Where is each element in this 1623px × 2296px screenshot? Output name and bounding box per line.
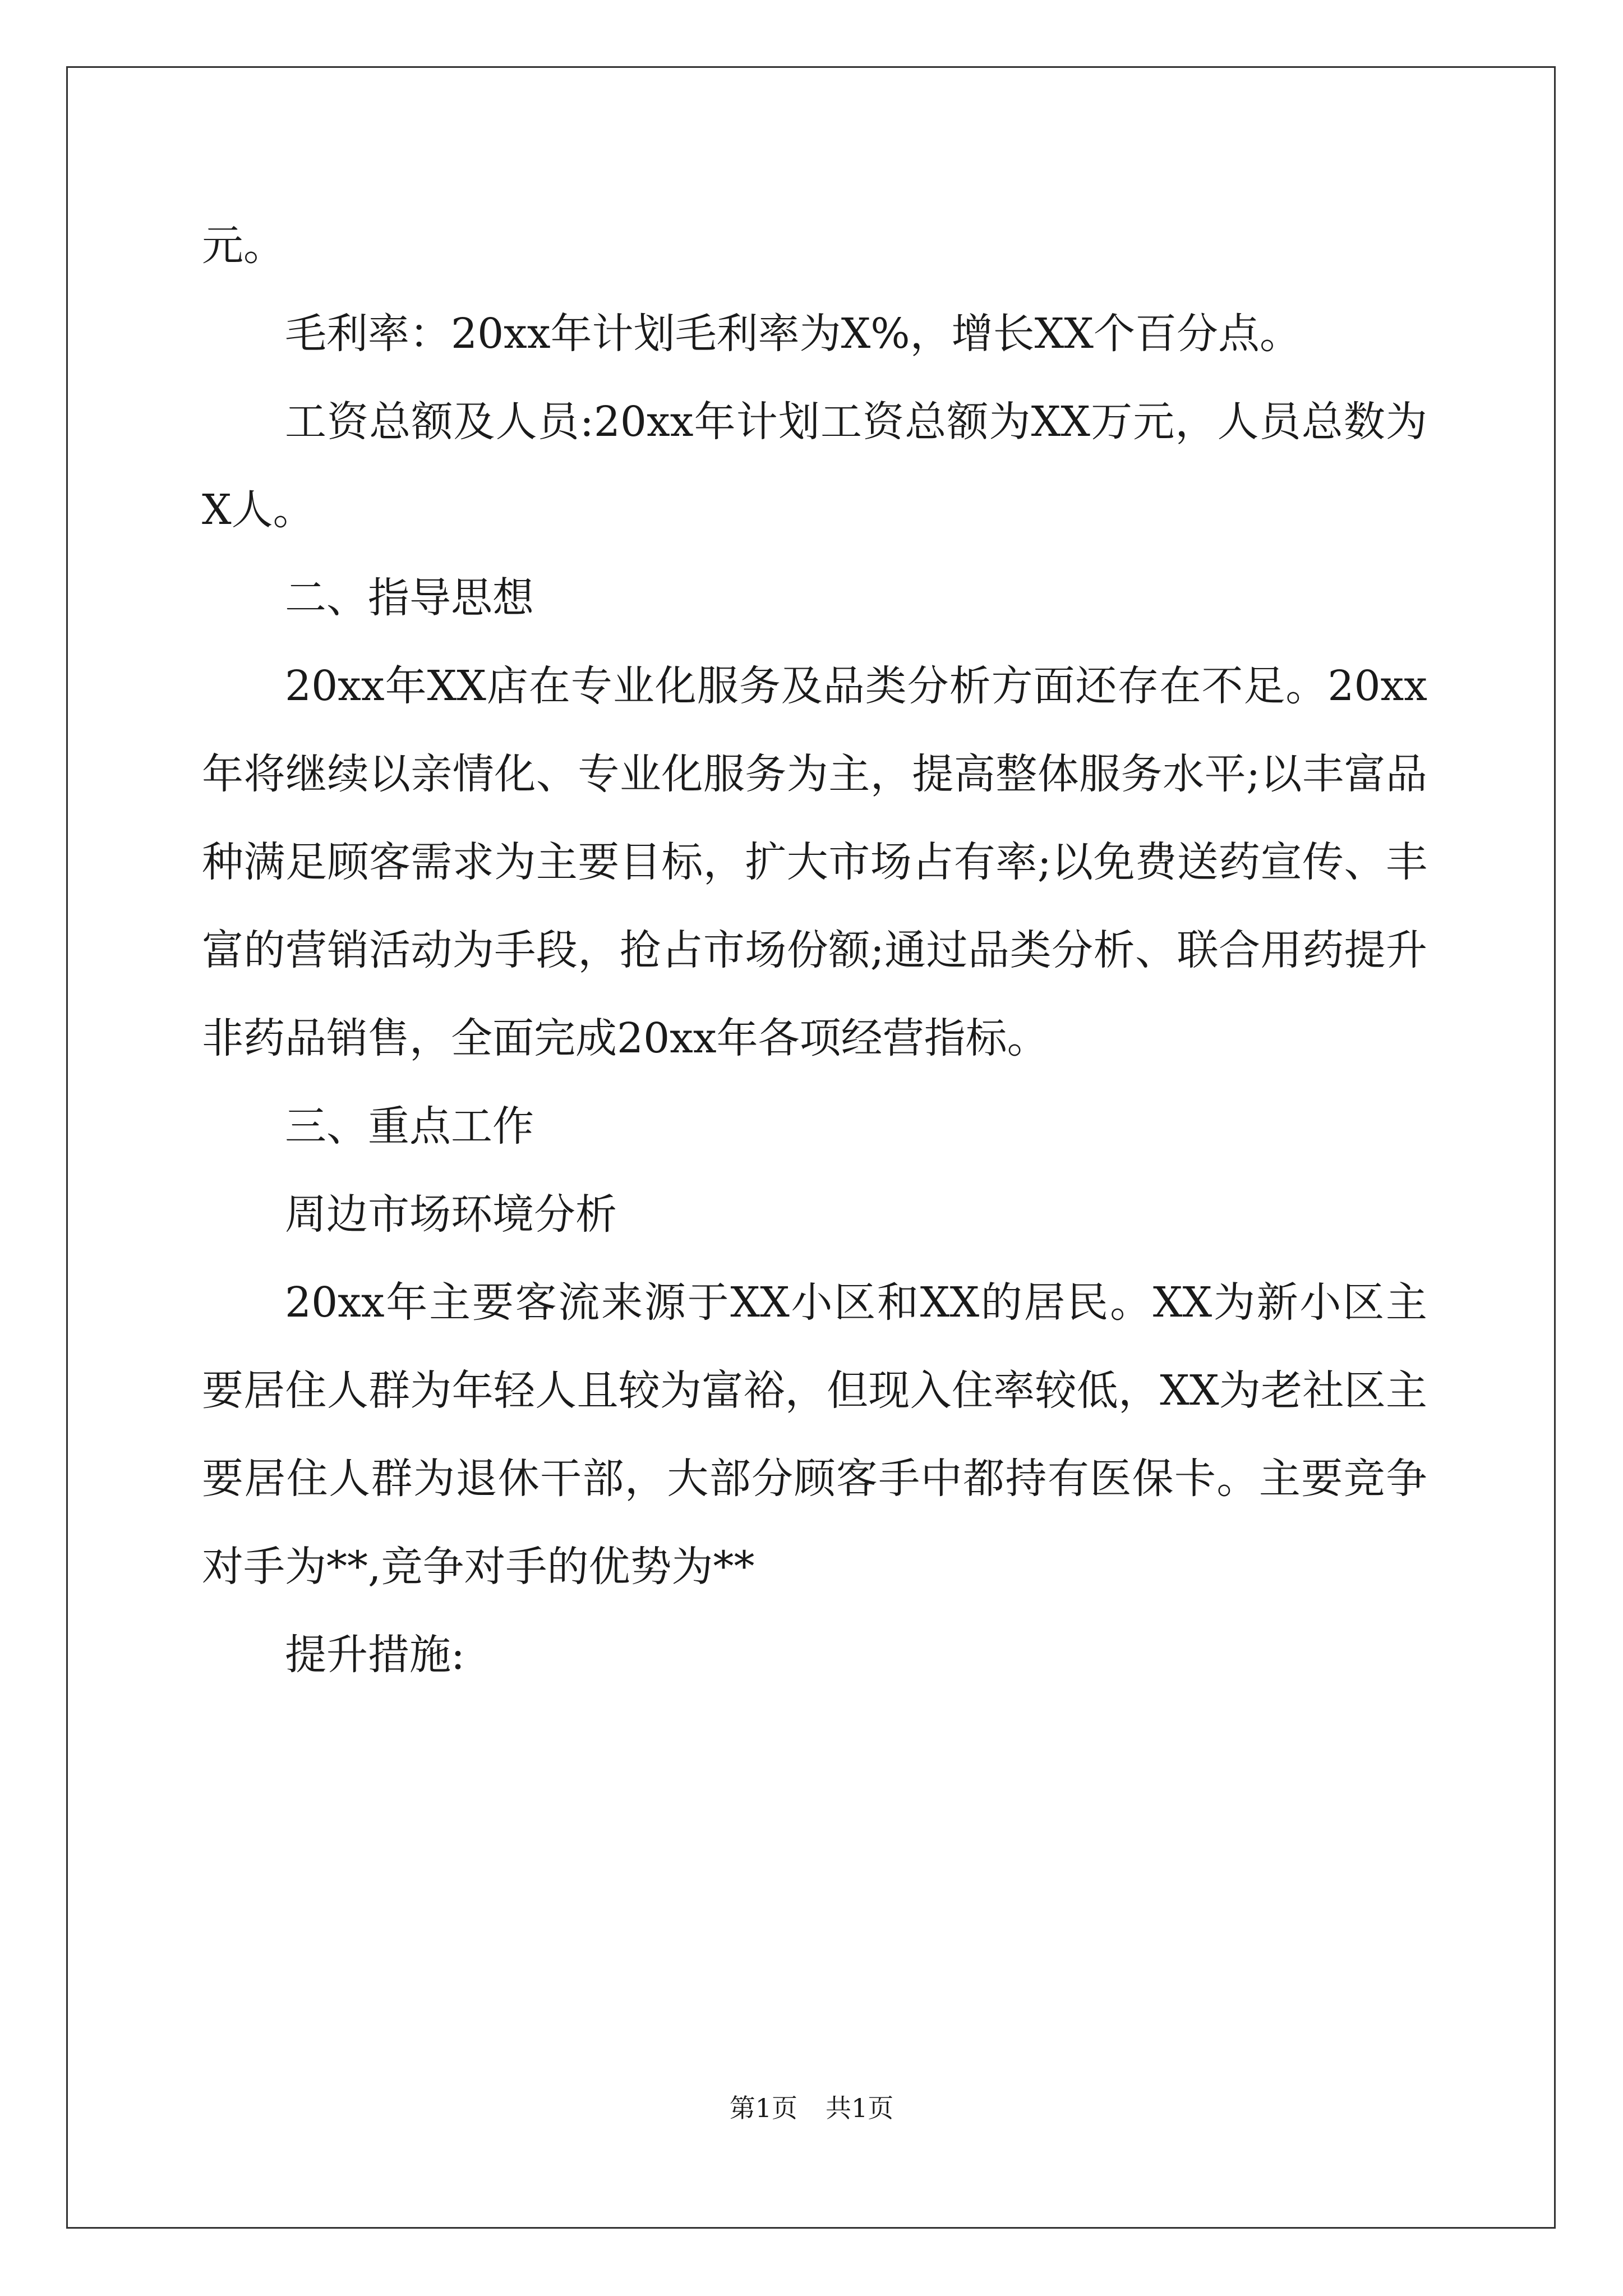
page-footer xyxy=(0,2091,1623,2125)
page-number: 第1页 xyxy=(729,2093,797,2123)
paragraph-5: 20xx年XX店在专业化服务及品类分析方面还存在不足。20xx年将继续以亲情化、专业化服务为主，提高整体服务水平;以丰富品种满足顾客需求为主要目标，扩大市场占有率;以免费送药宣传、丰富的营销活动为手段，抢占市场份额;通过品类分析、联合用药提升非药品销售，全面完成20xx年各项经营指标。 xyxy=(202,662,1427,1062)
paragraph-2: 毛利率：20xx年计划毛利率为X%，增长XX个百分点。 xyxy=(285,310,1301,358)
document-body xyxy=(202,202,1427,1699)
paragraph-8: 20xx年主要客流来源于XX小区和XX的居民。XX为新小区主要居住人群为年轻人且较为富裕，但现入住率较低，XX为老社区主要居住人群为退休干部，大部分顾客手中都持有医保卡。主要竞争对手为**,竞争对手的优势为** xyxy=(202,1278,1427,1591)
page-total: 共1页 xyxy=(826,2093,894,2123)
subheading-market-analysis: 周边市场环境分析 xyxy=(285,1190,617,1239)
subheading-improvement-measures: 提升措施: xyxy=(285,1631,465,1679)
section-heading-key-work: 三、重点工作 xyxy=(285,1102,534,1151)
paragraph-3: 工资总额及人员:20xx年计划工资总额为XX万元，人员总数为X人。 xyxy=(202,398,1427,534)
section-heading-guiding-ideology: 二、指导思想 xyxy=(285,574,534,622)
paragraph-1: 元。 xyxy=(202,222,285,270)
